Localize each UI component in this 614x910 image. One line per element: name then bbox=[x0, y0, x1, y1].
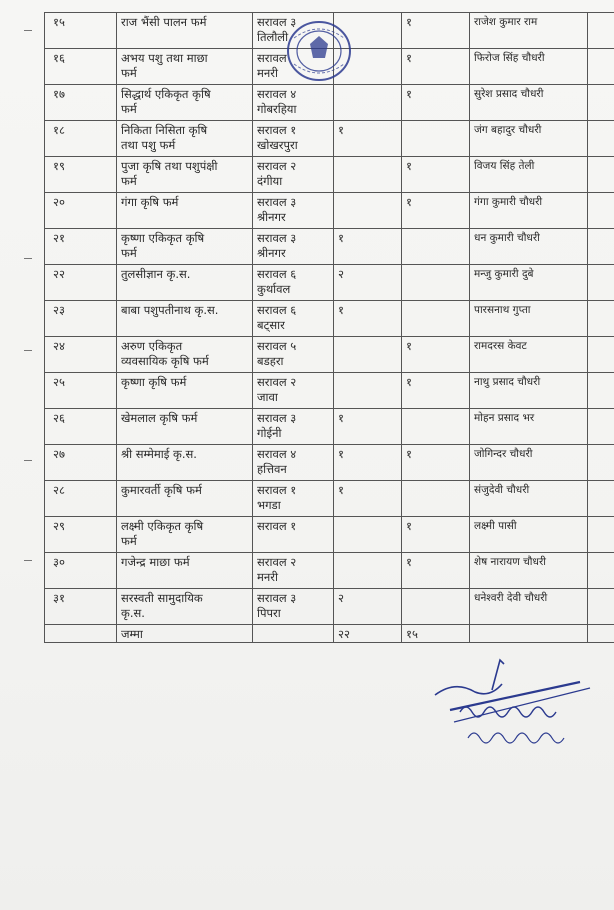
farm-name-cell bbox=[117, 193, 253, 229]
serial-number-line-1: १८ bbox=[53, 123, 65, 137]
address-line-2: दंगीया bbox=[257, 174, 283, 188]
table-row bbox=[45, 553, 614, 589]
owner-name-line-1: जोगिन्दर चौधरी bbox=[474, 448, 533, 460]
count-2-cell bbox=[402, 85, 470, 121]
count-2-line-1: १ bbox=[406, 447, 412, 461]
address-line-1: सरावल ५ bbox=[257, 339, 297, 353]
address-cell bbox=[253, 337, 334, 373]
owner-name-cell bbox=[470, 589, 588, 625]
owner-name-line-1: विजय सिंह तेली bbox=[474, 160, 535, 172]
address-line-1: सरावल ४ bbox=[257, 87, 297, 101]
table-row bbox=[45, 157, 614, 193]
address-line-1: सरावल १ bbox=[257, 519, 297, 533]
remarks-cell bbox=[588, 445, 614, 481]
count-2-line-1: १ bbox=[406, 375, 412, 389]
count-2-line-1: १ bbox=[406, 51, 412, 65]
count-1-line-1: १ bbox=[338, 231, 344, 245]
owner-name-cell bbox=[470, 409, 588, 445]
farm-name-line-1: पुजा कृषि तथा पशुपंक्षी bbox=[121, 159, 218, 173]
remarks-cell bbox=[588, 481, 614, 517]
count-2-line-1: १ bbox=[406, 519, 412, 533]
count-1-cell bbox=[334, 337, 402, 373]
serial-number-line-1: २१ bbox=[53, 231, 65, 245]
farm-name-cell bbox=[117, 13, 253, 49]
farm-name-line-1: कृष्णा एकिकृत कृषि bbox=[121, 231, 205, 245]
address-line-1: सरावल ६ bbox=[257, 303, 297, 317]
owner-name-cell bbox=[470, 301, 588, 337]
total-row bbox=[45, 625, 614, 643]
farm-name-line-1: कृष्णा कृषि फर्म bbox=[121, 375, 187, 389]
address-line-2: भगडा bbox=[257, 498, 281, 512]
address-cell bbox=[253, 589, 334, 625]
count-2-cell bbox=[402, 553, 470, 589]
address-line-2: श्रीनगर bbox=[257, 210, 286, 224]
owner-name-cell bbox=[470, 265, 588, 301]
address-cell bbox=[253, 553, 334, 589]
address-cell bbox=[253, 301, 334, 337]
serial-number-cell bbox=[45, 373, 117, 409]
remarks-cell bbox=[588, 265, 614, 301]
farm-name-cell bbox=[117, 229, 253, 265]
table-row bbox=[45, 517, 614, 553]
serial-number-cell bbox=[45, 337, 117, 373]
address-line-1: सरावल १ bbox=[257, 123, 297, 137]
count-2-line-1: १ bbox=[406, 195, 412, 209]
address-line-2: तिलौली bbox=[257, 30, 289, 44]
table-row bbox=[45, 589, 614, 625]
farm-name-line-2: फर्म bbox=[121, 66, 137, 80]
owner-name-line-1: धन कुमारी चौधरी bbox=[474, 232, 540, 244]
owner-name-line-1: मन्जु कुमारी दुबे bbox=[474, 268, 534, 280]
farm-name-line-2: व्यवसायिक कृषि फर्म bbox=[121, 354, 209, 368]
owner-name-cell bbox=[470, 337, 588, 373]
farm-name-cell bbox=[117, 553, 253, 589]
address-line-2: बट्सार bbox=[257, 318, 285, 332]
total-count-1: २२ bbox=[334, 625, 402, 643]
count-1-cell bbox=[334, 85, 402, 121]
farm-name-line-1: अरुण एकिकृत bbox=[121, 339, 183, 353]
serial-number-line-1: १५ bbox=[53, 15, 65, 29]
farm-name-line-2: फर्म bbox=[121, 534, 137, 548]
signature bbox=[430, 650, 605, 750]
table-row bbox=[45, 85, 614, 121]
serial-number-cell bbox=[45, 157, 117, 193]
address-line-1: सरावल १ bbox=[257, 483, 297, 497]
farm-name-cell bbox=[117, 517, 253, 553]
address-cell bbox=[253, 265, 334, 301]
farm-name-cell bbox=[117, 373, 253, 409]
serial-number-cell bbox=[45, 13, 117, 49]
farm-name-line-1: गंगा कृषि फर्म bbox=[121, 195, 179, 209]
address-line-1: सरावल ३ bbox=[257, 15, 297, 29]
address-cell bbox=[253, 481, 334, 517]
address-cell bbox=[253, 193, 334, 229]
table-row bbox=[45, 409, 614, 445]
count-1-cell bbox=[334, 373, 402, 409]
serial-number-line-1: ३१ bbox=[53, 591, 65, 605]
serial-number-line-1: १६ bbox=[53, 51, 65, 65]
address-line-2: मनरी bbox=[257, 66, 278, 80]
address-line-1: सरावल ६ bbox=[257, 267, 297, 281]
farm-name-line-1: अभय पशु तथा माछा bbox=[121, 51, 208, 65]
count-2-cell bbox=[402, 589, 470, 625]
farm-name-line-2: तथा पशु फर्म bbox=[121, 138, 176, 152]
farm-name-line-1: राज भैंसी पालन फर्म bbox=[121, 15, 207, 29]
count-2-cell bbox=[402, 121, 470, 157]
total-owner-cell bbox=[470, 625, 588, 643]
serial-number-line-1: २२ bbox=[53, 267, 65, 281]
farm-name-line-1: तुलसीज्ञान कृ.स. bbox=[121, 267, 191, 281]
remarks-cell bbox=[588, 373, 614, 409]
farm-name-line-1: लक्ष्मी एकिकृत कृषि bbox=[121, 519, 204, 533]
remarks-cell bbox=[588, 517, 614, 553]
count-2-line-1: १ bbox=[406, 87, 412, 101]
owner-name-cell bbox=[470, 157, 588, 193]
serial-number-cell bbox=[45, 445, 117, 481]
owner-name-line-1: नाथु प्रसाद चौधरी bbox=[474, 376, 541, 388]
owner-name-line-1: गंगा कुमारी चौधरी bbox=[474, 196, 543, 208]
register-table bbox=[44, 12, 614, 643]
owner-name-line-1: सुरेश प्रसाद चौधरी bbox=[474, 88, 544, 100]
owner-name-cell bbox=[470, 229, 588, 265]
serial-number-cell bbox=[45, 409, 117, 445]
remarks-cell bbox=[588, 409, 614, 445]
count-1-line-1: २ bbox=[338, 591, 344, 605]
address-cell bbox=[253, 157, 334, 193]
table-row bbox=[45, 445, 614, 481]
remarks-cell bbox=[588, 301, 614, 337]
total-count-2: १५ bbox=[402, 625, 470, 643]
serial-number-line-1: २४ bbox=[53, 339, 65, 353]
count-1-cell bbox=[334, 121, 402, 157]
address-line-2: श्रीनगर bbox=[257, 246, 286, 260]
address-cell bbox=[253, 409, 334, 445]
farm-name-cell bbox=[117, 157, 253, 193]
farm-name-line-1: श्री सम्मेमाई कृ.स. bbox=[121, 447, 197, 461]
table-row bbox=[45, 481, 614, 517]
count-2-cell bbox=[402, 13, 470, 49]
count-1-cell bbox=[334, 409, 402, 445]
table-row bbox=[45, 373, 614, 409]
owner-name-cell bbox=[470, 85, 588, 121]
count-2-cell bbox=[402, 481, 470, 517]
farm-name-cell bbox=[117, 121, 253, 157]
total-label: जम्मा bbox=[117, 625, 253, 643]
count-1-cell bbox=[334, 481, 402, 517]
total-extra-cell bbox=[588, 625, 614, 643]
farm-name-line-2: फर्म bbox=[121, 246, 137, 260]
farm-name-line-1: कुमारवर्ती कृषि फर्म bbox=[121, 483, 202, 497]
remarks-cell bbox=[588, 589, 614, 625]
serial-number-line-1: २८ bbox=[53, 483, 65, 497]
owner-name-cell bbox=[470, 373, 588, 409]
farm-name-cell bbox=[117, 481, 253, 517]
count-2-cell bbox=[402, 49, 470, 85]
count-2-cell bbox=[402, 517, 470, 553]
table-row bbox=[45, 265, 614, 301]
farm-name-line-2: फर्म bbox=[121, 174, 137, 188]
serial-number-cell bbox=[45, 589, 117, 625]
owner-name-line-1: धनेश्वरी देवी चौधरी bbox=[474, 592, 548, 604]
address-cell bbox=[253, 445, 334, 481]
count-1-cell bbox=[334, 301, 402, 337]
remarks-cell bbox=[588, 49, 614, 85]
farm-name-cell bbox=[117, 409, 253, 445]
farm-name-cell bbox=[117, 85, 253, 121]
count-2-line-1: १ bbox=[406, 159, 412, 173]
serial-number-cell bbox=[45, 265, 117, 301]
remarks-cell bbox=[588, 229, 614, 265]
margin-mark bbox=[24, 460, 32, 461]
table-row bbox=[45, 337, 614, 373]
count-2-cell bbox=[402, 229, 470, 265]
count-1-cell bbox=[334, 265, 402, 301]
address-line-2: मनरी bbox=[257, 570, 278, 584]
count-1-line-1: १ bbox=[338, 447, 344, 461]
address-line-1: सरावल ४ bbox=[257, 447, 297, 461]
farm-name-line-1: सिद्धार्थ एकिकृत कृषि bbox=[121, 87, 211, 101]
serial-number-line-1: २३ bbox=[53, 303, 65, 317]
address-line-1: सरावल ३ bbox=[257, 411, 297, 425]
farm-name-line-1: खेमलाल कृषि फर्म bbox=[121, 411, 198, 425]
office-seal bbox=[284, 18, 354, 84]
farm-name-cell bbox=[117, 49, 253, 85]
farm-name-line-2: फर्म bbox=[121, 102, 137, 116]
count-2-cell bbox=[402, 301, 470, 337]
farm-name-cell bbox=[117, 445, 253, 481]
serial-number-cell bbox=[45, 121, 117, 157]
serial-number-cell bbox=[45, 553, 117, 589]
farm-name-cell bbox=[117, 337, 253, 373]
table-row bbox=[45, 193, 614, 229]
margin-mark bbox=[24, 30, 32, 31]
farm-name-line-1: बाबा पशुपतीनाथ कृ.स. bbox=[121, 303, 219, 317]
table-row bbox=[45, 121, 614, 157]
total-addr-cell bbox=[253, 625, 334, 643]
owner-name-cell bbox=[470, 193, 588, 229]
count-1-cell bbox=[334, 589, 402, 625]
count-1-line-1: १ bbox=[338, 483, 344, 497]
serial-number-line-1: २५ bbox=[53, 375, 65, 389]
farm-name-line-1: गजेन्द्र माछा फर्म bbox=[121, 555, 190, 569]
remarks-cell bbox=[588, 193, 614, 229]
serial-number-line-1: २७ bbox=[53, 447, 65, 461]
address-line-1: सरावल ३ bbox=[257, 591, 297, 605]
count-1-cell bbox=[334, 157, 402, 193]
serial-number-cell bbox=[45, 229, 117, 265]
serial-number-line-1: ३० bbox=[53, 555, 65, 569]
farm-name-cell bbox=[117, 301, 253, 337]
address-line-1: सरावल ३ bbox=[257, 231, 297, 245]
remarks-cell bbox=[588, 121, 614, 157]
address-line-1: सरावल २ bbox=[257, 555, 297, 569]
owner-name-line-1: मोहन प्रसाद भर bbox=[474, 412, 535, 424]
serial-number-cell bbox=[45, 517, 117, 553]
margin-mark bbox=[24, 258, 32, 259]
address-line-2: गोईनी bbox=[257, 426, 282, 440]
serial-number-cell bbox=[45, 49, 117, 85]
margin-mark bbox=[24, 350, 32, 351]
table-row bbox=[45, 229, 614, 265]
address-line-2: हत्तिवन bbox=[257, 462, 287, 476]
serial-number-line-1: १९ bbox=[53, 159, 65, 173]
count-1-cell bbox=[334, 229, 402, 265]
address-cell bbox=[253, 373, 334, 409]
address-line-2: पिपरा bbox=[257, 606, 281, 620]
table-row bbox=[45, 301, 614, 337]
owner-name-cell bbox=[470, 121, 588, 157]
serial-number-cell bbox=[45, 301, 117, 337]
farm-name-cell bbox=[117, 589, 253, 625]
address-cell bbox=[253, 517, 334, 553]
owner-name-line-1: फिरोज सिंह चौधरी bbox=[474, 52, 545, 64]
remarks-cell bbox=[588, 13, 614, 49]
address-line-1: सरावल bbox=[257, 51, 287, 65]
total-sn-cell bbox=[45, 625, 117, 643]
address-cell bbox=[253, 85, 334, 121]
owner-name-cell bbox=[470, 49, 588, 85]
count-1-cell bbox=[334, 517, 402, 553]
farm-name-line-2: कृ.स. bbox=[121, 606, 145, 620]
address-line-2: गोबरहिया bbox=[257, 102, 297, 116]
owner-name-cell bbox=[470, 553, 588, 589]
farm-name-line-1: सरस्वती सामुदायिक bbox=[121, 591, 203, 605]
count-2-cell bbox=[402, 337, 470, 373]
register-table-body bbox=[45, 13, 614, 625]
count-1-line-1: २ bbox=[338, 267, 344, 281]
serial-number-line-1: २६ bbox=[53, 411, 65, 425]
remarks-cell bbox=[588, 553, 614, 589]
owner-name-line-1: संजुदेवी चौधरी bbox=[474, 484, 530, 496]
serial-number-line-1: २० bbox=[53, 195, 65, 209]
farm-name-line-1: निकिता निसिता कृषि bbox=[121, 123, 208, 137]
address-line-2: जावा bbox=[257, 390, 278, 404]
address-cell bbox=[253, 229, 334, 265]
remarks-cell bbox=[588, 337, 614, 373]
count-1-cell bbox=[334, 553, 402, 589]
owner-name-line-1: शेष नारायण चौधरी bbox=[474, 556, 546, 568]
address-line-1: सरावल ३ bbox=[257, 195, 297, 209]
owner-name-line-1: जंग बहादुर चौधरी bbox=[474, 124, 542, 136]
count-2-cell bbox=[402, 157, 470, 193]
address-line-1: सरावल २ bbox=[257, 159, 297, 173]
count-2-cell bbox=[402, 193, 470, 229]
count-2-line-1: १ bbox=[406, 339, 412, 353]
serial-number-cell bbox=[45, 85, 117, 121]
serial-number-line-1: २९ bbox=[53, 519, 65, 533]
address-line-2: बडहरा bbox=[257, 354, 284, 368]
farm-name-cell bbox=[117, 265, 253, 301]
owner-name-line-1: पारसनाथ गुप्ता bbox=[474, 304, 531, 316]
count-1-cell bbox=[334, 445, 402, 481]
count-1-line-1: १ bbox=[338, 411, 344, 425]
margin-mark bbox=[24, 560, 32, 561]
owner-name-line-1: लक्ष्मी पासी bbox=[474, 520, 517, 532]
count-2-cell bbox=[402, 265, 470, 301]
count-2-cell bbox=[402, 409, 470, 445]
address-cell bbox=[253, 121, 334, 157]
count-2-cell bbox=[402, 445, 470, 481]
owner-name-cell bbox=[470, 445, 588, 481]
address-line-2: खोखरपुरा bbox=[257, 138, 298, 152]
count-2-line-1: १ bbox=[406, 15, 412, 29]
owner-name-line-1: राजेश कुमार राम bbox=[474, 16, 538, 28]
serial-number-cell bbox=[45, 481, 117, 517]
owner-name-cell bbox=[470, 481, 588, 517]
remarks-cell bbox=[588, 85, 614, 121]
serial-number-line-1: १७ bbox=[53, 87, 65, 101]
count-1-line-1: १ bbox=[338, 303, 344, 317]
count-2-cell bbox=[402, 373, 470, 409]
count-1-line-1: १ bbox=[338, 123, 344, 137]
owner-name-line-1: रामदरस केवट bbox=[474, 340, 527, 352]
count-2-line-1: १ bbox=[406, 555, 412, 569]
count-1-cell bbox=[334, 193, 402, 229]
owner-name-cell bbox=[470, 13, 588, 49]
serial-number-cell bbox=[45, 193, 117, 229]
address-line-2: कुर्थावल bbox=[257, 282, 291, 296]
owner-name-cell bbox=[470, 517, 588, 553]
remarks-cell bbox=[588, 157, 614, 193]
address-line-1: सरावल २ bbox=[257, 375, 297, 389]
